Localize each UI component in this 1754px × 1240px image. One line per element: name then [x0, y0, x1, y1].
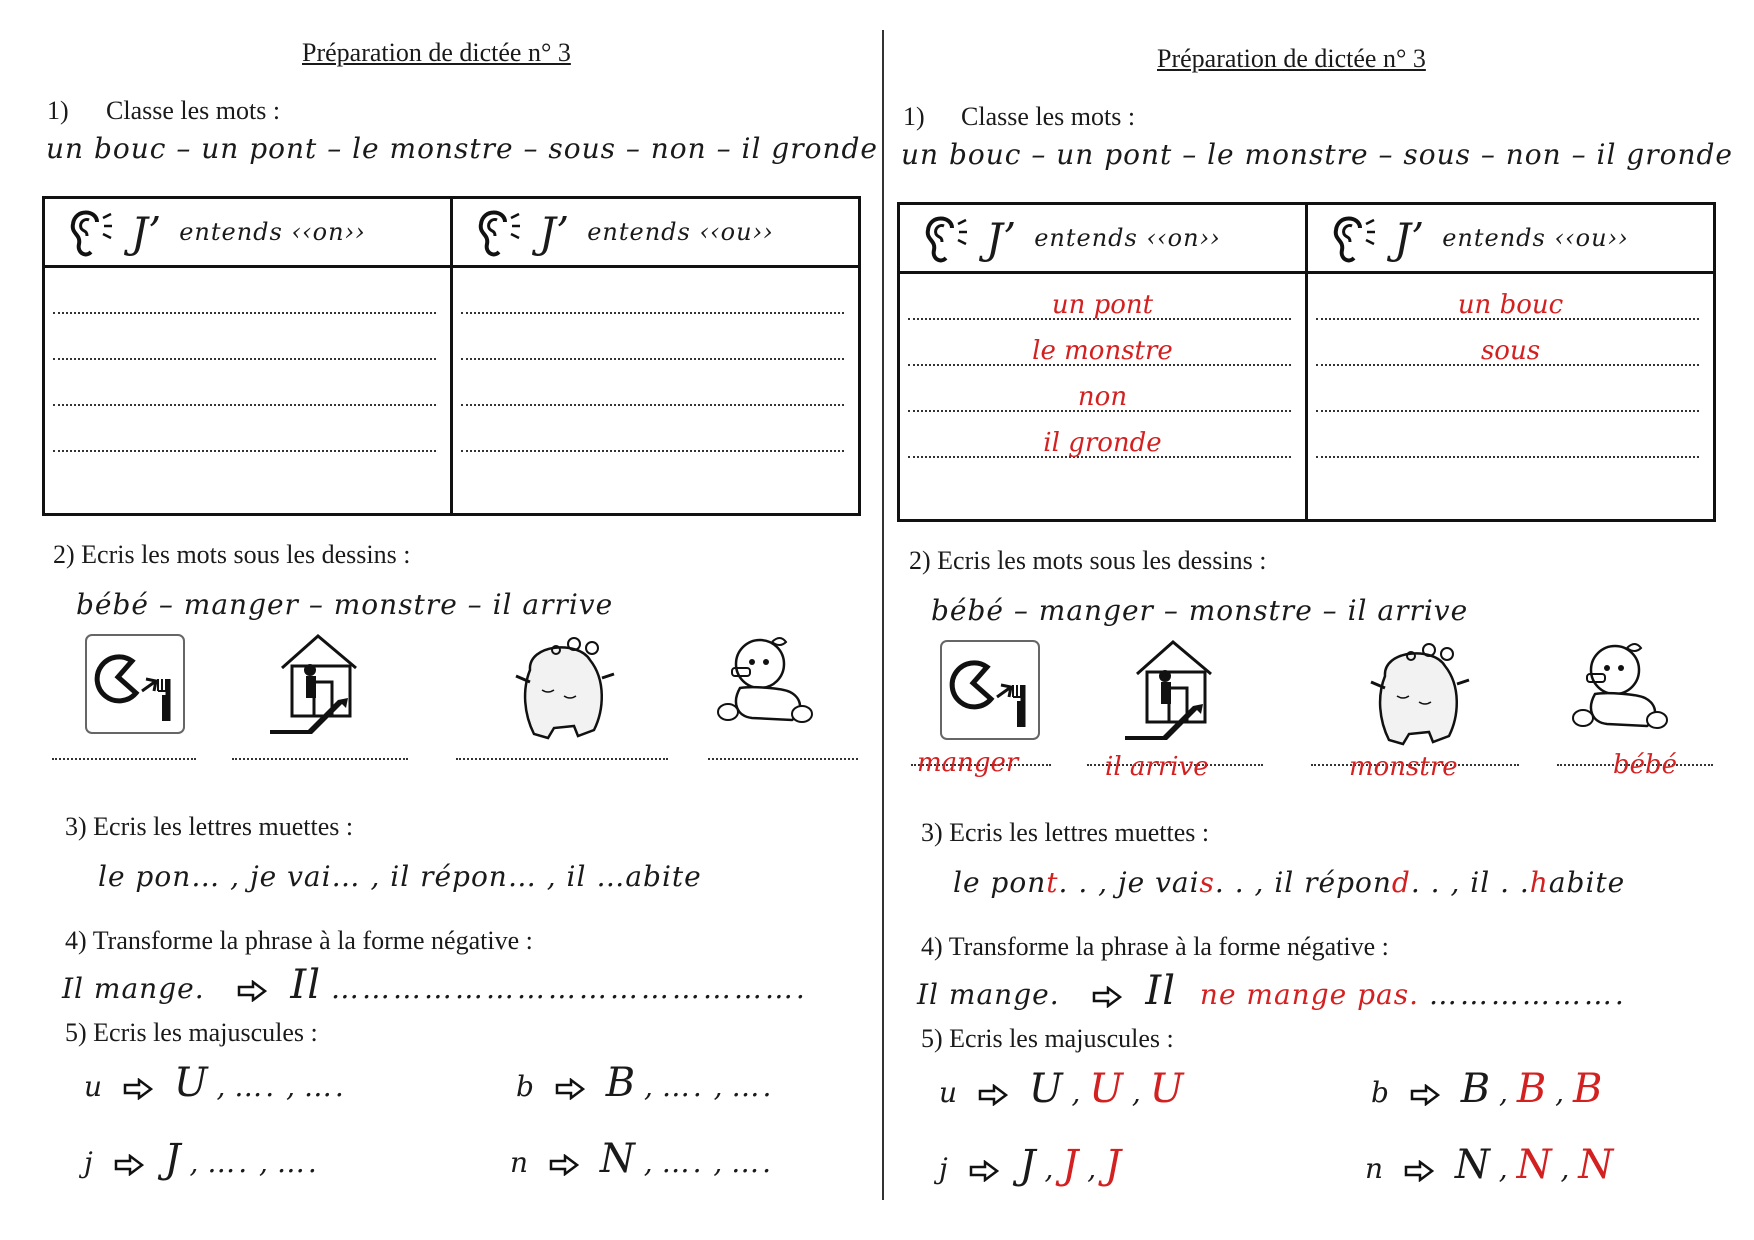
entends-ou-label: entends ‹‹ou››	[1442, 224, 1629, 252]
arrow-right-icon	[1410, 1084, 1440, 1106]
arrow-right-icon	[1092, 986, 1122, 1008]
q3-label: 3) Ecris les lettres muettes :	[921, 818, 1210, 847]
answer-on-4: il gronde	[1043, 428, 1162, 458]
q1-number: 1)	[903, 102, 925, 131]
ear-icon	[1330, 210, 1376, 266]
q4-label: 4) Transforme la phrase à la forme négative :	[921, 932, 1389, 961]
answer-on-3: non	[1077, 382, 1128, 412]
arrow-right-icon	[114, 1154, 144, 1176]
q4-label: 4) Transforme la phrase à la forme négative :	[65, 926, 533, 955]
answer-line[interactable]	[52, 758, 196, 760]
capital-row-j: j J , J , J	[939, 1142, 1122, 1188]
entends-on-label: entends ‹‹on››	[1034, 224, 1221, 252]
q3-sentence: le pont. . , je vais. . , il répond. . , il . .habite	[953, 866, 1626, 899]
baby-icon	[712, 632, 814, 728]
q1-number: 1)	[47, 96, 69, 125]
arrow-right-icon	[1404, 1160, 1434, 1182]
corrected-worksheet	[877, 0, 1754, 1240]
arrive-house-icon	[268, 630, 366, 734]
q1-label: Classe les mots :	[106, 96, 281, 125]
arrow-right-icon	[978, 1084, 1008, 1106]
monster-icon	[1363, 636, 1473, 748]
answer-ou-2: sous	[1480, 336, 1541, 366]
column-on-header	[44, 198, 452, 267]
q2-word-list: bébé – manger – monstre – il arrive	[931, 594, 1469, 627]
j-label: J’	[986, 213, 1017, 263]
arrow-right-icon	[969, 1160, 999, 1182]
answer-on-2: le monstre	[1032, 336, 1173, 366]
arrow-right-icon	[237, 980, 267, 1002]
entends-ou-label: entends ‹‹ou››	[587, 218, 774, 246]
q2-label: 2) Ecris les mots sous les dessins :	[53, 540, 411, 569]
capital-row-b: b B , …. , ….	[516, 1060, 775, 1106]
capital-row-u: u U , …. , ….	[84, 1060, 347, 1106]
baby-icon	[1567, 638, 1669, 734]
column-ou-cell[interactable]	[452, 267, 860, 515]
q3-sentence: le pon… , je vai… , il répon… , il …abite	[98, 860, 702, 893]
monster-icon	[508, 630, 618, 742]
arrive-house-icon	[1123, 636, 1221, 740]
column-on-cell[interactable]	[899, 273, 1307, 521]
j-label: J’	[1394, 213, 1425, 263]
eating-pictogram-icon	[939, 639, 1041, 741]
q1-word-list: un bouc – un pont – le monstre – sous – non – il gronde	[46, 132, 878, 165]
column-on-header	[899, 204, 1307, 273]
arrow-right-icon	[555, 1078, 585, 1100]
ear-icon	[67, 204, 113, 260]
j-label: J’	[131, 207, 162, 257]
column-ou-header	[1307, 204, 1715, 273]
q4-sentence: Il mange. Il ne mange pas. ……………….	[917, 968, 1627, 1014]
entends-on-label: entends ‹‹on››	[179, 218, 366, 246]
q1-label: Classe les mots :	[961, 102, 1136, 131]
answer-on-1: un pont	[1051, 290, 1154, 320]
answer-drawing-1: manger	[917, 748, 1019, 778]
answer-drawing-4: bébé	[1613, 750, 1678, 780]
capital-row-b: b B , B , B	[1371, 1066, 1603, 1112]
answer-line[interactable]	[232, 758, 408, 760]
page-title: Préparation de dictée n° 3	[1157, 44, 1426, 73]
capital-row-u: u U , U , U	[939, 1066, 1184, 1112]
q4-sentence: Il mange. Il ……………………………………….	[62, 962, 808, 1008]
column-ou-cell[interactable]	[1307, 273, 1715, 521]
column-on-cell[interactable]	[44, 267, 452, 515]
q4-answer: ne mange pas.	[1199, 978, 1419, 1011]
answer-ou-1: un bouc	[1457, 290, 1564, 320]
arrow-right-icon	[123, 1078, 153, 1100]
q5-label: 5) Ecris les majuscules :	[65, 1018, 318, 1047]
capital-row-j: j J , …. , ….	[84, 1136, 320, 1182]
q5-label: 5) Ecris les majuscules :	[921, 1024, 1174, 1053]
capital-row-n: n N , N , N	[1365, 1142, 1614, 1188]
eating-pictogram-icon	[84, 633, 186, 735]
q1-word-list: un bouc – un pont – le monstre – sous – non – il gronde	[901, 138, 1733, 171]
column-ou-header	[452, 198, 860, 267]
sorting-table	[42, 196, 861, 516]
q2-word-list: bébé – manger – monstre – il arrive	[76, 588, 614, 621]
ear-icon	[475, 204, 521, 260]
q3-label: 3) Ecris les lettres muettes :	[65, 812, 354, 841]
answer-line[interactable]	[708, 758, 858, 760]
j-label: J’	[539, 207, 570, 257]
arrow-right-icon	[549, 1154, 579, 1176]
answer-line[interactable]	[456, 758, 668, 760]
q2-label: 2) Ecris les mots sous les dessins :	[909, 546, 1267, 575]
page-title: Préparation de dictée n° 3	[302, 38, 571, 67]
answer-drawing-3: monstre	[1349, 752, 1458, 782]
answer-drawing-2: il arrive	[1105, 752, 1209, 782]
ear-icon	[922, 210, 968, 266]
capital-row-n: n N , …. , ….	[510, 1136, 775, 1182]
sorting-table	[897, 202, 1716, 522]
